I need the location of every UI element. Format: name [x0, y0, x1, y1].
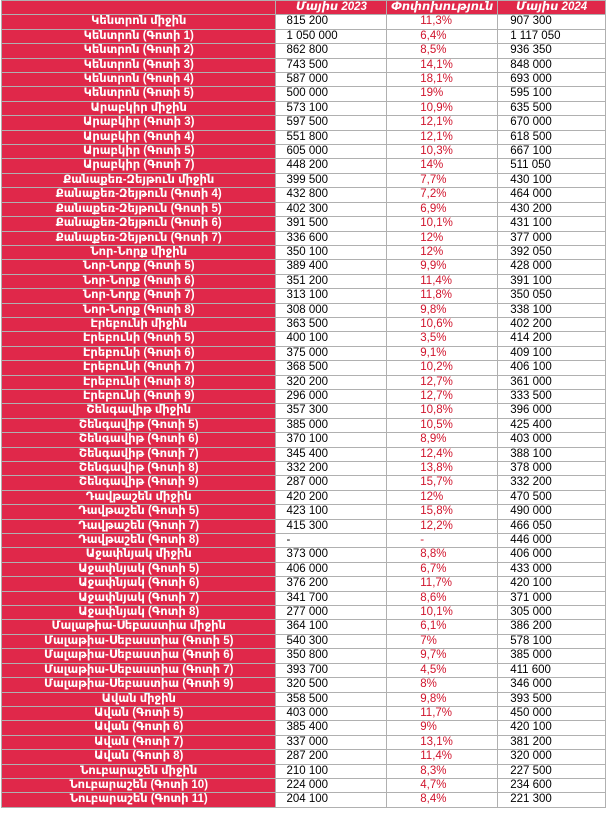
change-cell: 8,9%	[387, 433, 498, 447]
table-row	[2, 577, 606, 591]
table-row	[2, 505, 606, 519]
table-row	[2, 462, 606, 476]
change-cell: 14,1%	[387, 58, 498, 72]
table-row	[2, 663, 606, 677]
price-2023-cell: 287 000	[276, 476, 387, 490]
table-body	[2, 15, 606, 807]
table-row	[2, 73, 606, 87]
change-cell: 8%	[387, 678, 498, 692]
table-row	[2, 274, 606, 288]
change-cell: 12,1%	[387, 116, 498, 130]
district-cell: Կենտրոն (Գոտի 2)	[2, 44, 276, 58]
change-cell: 12%	[387, 231, 498, 245]
district-cell: Ավան (Գոտի 5)	[2, 706, 276, 720]
table-row	[2, 145, 606, 159]
price-2024-cell: 428 000	[498, 260, 606, 274]
change-cell: 10,1%	[387, 606, 498, 620]
district-cell: Աջափնյակ (Գոտի 8)	[2, 606, 276, 620]
price-2023-cell: 815 200	[276, 15, 387, 29]
district-cell: Արաբկիր միջին	[2, 101, 276, 115]
change-cell: 7,2%	[387, 188, 498, 202]
table-row	[2, 130, 606, 144]
price-2023-cell: 743 500	[276, 58, 387, 72]
table-row	[2, 303, 606, 317]
change-cell: 12%	[387, 245, 498, 259]
price-2024-cell: 490 000	[498, 505, 606, 519]
district-cell: Նուբարաշեն (Գոտի 10)	[2, 778, 276, 792]
price-2023-cell: 862 800	[276, 44, 387, 58]
price-2024-cell: 425 400	[498, 418, 606, 432]
table-row	[2, 591, 606, 605]
price-2024-cell: 377 000	[498, 231, 606, 245]
district-cell: Քանաքեռ-Զեյթուն (Գոտի 6)	[2, 217, 276, 231]
change-cell: 6,7%	[387, 562, 498, 576]
price-2024-cell: 402 200	[498, 317, 606, 331]
district-cell: Ավան (Գոտի 7)	[2, 735, 276, 749]
table-row	[2, 375, 606, 389]
change-cell: 13,8%	[387, 462, 498, 476]
price-2024-cell: 430 100	[498, 173, 606, 187]
price-2023-cell: 373 000	[276, 548, 387, 562]
change-cell: 10,5%	[387, 418, 498, 432]
price-2023-cell: 210 100	[276, 764, 387, 778]
district-cell: Նոր-Նորք (Գոտի 6)	[2, 274, 276, 288]
price-2024-cell: 391 100	[498, 274, 606, 288]
price-2023-cell: 597 500	[276, 116, 387, 130]
price-2023-cell: 587 000	[276, 73, 387, 87]
price-2023-cell: 308 000	[276, 303, 387, 317]
table-row	[2, 418, 606, 432]
price-2023-cell: 406 000	[276, 562, 387, 576]
change-cell: 12%	[387, 490, 498, 504]
table-row	[2, 317, 606, 331]
header-row	[2, 1, 606, 15]
price-2023-cell: 400 100	[276, 332, 387, 346]
price-2024-cell: 670 000	[498, 116, 606, 130]
district-cell: Մալաթիա-Սեբաստիա (Գոտի 7)	[2, 663, 276, 677]
change-cell: 19%	[387, 87, 498, 101]
district-cell: Էրեբունի (Գոտի 8)	[2, 375, 276, 389]
price-2023-cell: 364 100	[276, 620, 387, 634]
district-cell: Շենգավիթ միջին	[2, 404, 276, 418]
price-2023-cell: 389 400	[276, 260, 387, 274]
district-cell: Էրեբունի (Գոտի 7)	[2, 361, 276, 375]
price-2023-cell: 341 700	[276, 591, 387, 605]
table-row	[2, 217, 606, 231]
district-cell: Էրեբունի (Գոտի 6)	[2, 346, 276, 360]
price-2024-cell: 378 000	[498, 462, 606, 476]
table-row	[2, 332, 606, 346]
price-2024-cell: 450 000	[498, 706, 606, 720]
district-cell: Ավան (Գոտի 8)	[2, 750, 276, 764]
table-row	[2, 116, 606, 130]
price-2023-cell: 350 100	[276, 245, 387, 259]
change-cell: 15,7%	[387, 476, 498, 490]
price-2023-cell: 385 000	[276, 418, 387, 432]
district-cell: Շենգավիթ (Գոտի 7)	[2, 447, 276, 461]
district-cell: Ավան միջին	[2, 692, 276, 706]
district-cell: Ավան (Գոտի 6)	[2, 721, 276, 735]
change-cell: 10,3%	[387, 145, 498, 159]
change-cell: 3,5%	[387, 332, 498, 346]
price-2023-cell: 357 300	[276, 404, 387, 418]
price-2023-cell: 385 400	[276, 721, 387, 735]
price-2024-cell: 420 100	[498, 577, 606, 591]
price-2024-cell: 936 350	[498, 44, 606, 58]
price-2024-cell: 320 000	[498, 750, 606, 764]
header-change: Փոփոխություն	[387, 1, 498, 15]
price-2023-cell: 573 100	[276, 101, 387, 115]
district-cell: Արաբկիր (Գոտի 7)	[2, 159, 276, 173]
price-2024-cell: 234 600	[498, 778, 606, 792]
price-2024-cell: 618 500	[498, 130, 606, 144]
district-cell: Դավթաշեն (Գոտի 5)	[2, 505, 276, 519]
price-2024-cell: 388 100	[498, 447, 606, 461]
price-2024-cell: 350 050	[498, 289, 606, 303]
change-cell: 6,9%	[387, 202, 498, 216]
price-2024-cell: 406 100	[498, 361, 606, 375]
table-row	[2, 58, 606, 72]
price-2023-cell: 500 000	[276, 87, 387, 101]
price-2024-cell: 381 200	[498, 735, 606, 749]
table-row	[2, 447, 606, 461]
price-2024-cell: 433 000	[498, 562, 606, 576]
price-2023-cell: 320 500	[276, 678, 387, 692]
district-cell: Մալաթիա-Սեբաստիա միջին	[2, 620, 276, 634]
district-cell: Կենտրոն (Գոտի 3)	[2, 58, 276, 72]
price-2024-cell: 907 300	[498, 15, 606, 29]
change-cell: 8,6%	[387, 591, 498, 605]
table-row	[2, 361, 606, 375]
header-may-2024: Մայիս 2024	[498, 1, 606, 15]
district-cell: Էրեբունի (Գոտի 9)	[2, 389, 276, 403]
change-cell: 7,7%	[387, 173, 498, 187]
change-cell: 7%	[387, 634, 498, 648]
table-row	[2, 29, 606, 43]
district-cell: Շենգավիթ (Գոտի 8)	[2, 462, 276, 476]
change-cell: 12,7%	[387, 389, 498, 403]
change-cell: 9%	[387, 721, 498, 735]
change-cell: 8,5%	[387, 44, 498, 58]
change-cell: 10,6%	[387, 317, 498, 331]
table-row	[2, 534, 606, 548]
price-2024-cell: 371 000	[498, 591, 606, 605]
district-cell: Քանաքեռ-Զեյթուն (Գոտի 7)	[2, 231, 276, 245]
price-2024-cell: 393 500	[498, 692, 606, 706]
district-cell: Մալաթիա-Սեբաստիա (Գոտի 6)	[2, 649, 276, 663]
table-row	[2, 231, 606, 245]
district-cell: Արաբկիր (Գոտի 4)	[2, 130, 276, 144]
district-cell: Դավթաշեն (Գոտի 8)	[2, 534, 276, 548]
price-2023-cell: 540 300	[276, 634, 387, 648]
table-row	[2, 101, 606, 115]
table-row	[2, 389, 606, 403]
table-row	[2, 606, 606, 620]
table-row	[2, 159, 606, 173]
district-cell: Նոր-Նորք (Գոտի 7)	[2, 289, 276, 303]
change-cell: 9,9%	[387, 260, 498, 274]
price-2023-cell: 277 000	[276, 606, 387, 620]
change-cell: -	[387, 534, 498, 548]
table-row	[2, 721, 606, 735]
district-cell: Էրեբունի միջին	[2, 317, 276, 331]
price-2023-cell: 375 000	[276, 346, 387, 360]
price-2024-cell: 511 050	[498, 159, 606, 173]
change-cell: 8,4%	[387, 793, 498, 807]
district-cell: Արաբկիր (Գոտի 5)	[2, 145, 276, 159]
price-2023-cell: 350 800	[276, 649, 387, 663]
district-cell: Քանաքեռ-Զեյթուն (Գոտի 5)	[2, 202, 276, 216]
price-2023-cell: 345 400	[276, 447, 387, 461]
table-row	[2, 404, 606, 418]
change-cell: 12,1%	[387, 130, 498, 144]
change-cell: 9,8%	[387, 303, 498, 317]
district-cell: Նուբարաշեն միջին	[2, 764, 276, 778]
change-cell: 15,8%	[387, 505, 498, 519]
price-2023-cell: 376 200	[276, 577, 387, 591]
price-2023-cell: 224 000	[276, 778, 387, 792]
price-2024-cell: 430 200	[498, 202, 606, 216]
price-2024-cell: 693 000	[498, 73, 606, 87]
price-2024-cell: 470 500	[498, 490, 606, 504]
district-cell: Դավթաշեն (Գոտի 7)	[2, 519, 276, 533]
district-cell: Շենգավիթ (Գոտի 6)	[2, 433, 276, 447]
table-row	[2, 476, 606, 490]
table-row	[2, 87, 606, 101]
district-cell: Կենտրոն (Գոտի 5)	[2, 87, 276, 101]
table-row	[2, 346, 606, 360]
price-2023-cell: 415 300	[276, 519, 387, 533]
change-cell: 4,7%	[387, 778, 498, 792]
table-row	[2, 490, 606, 504]
change-cell: 13,1%	[387, 735, 498, 749]
district-cell: Կենտրոն միջին	[2, 15, 276, 29]
table-row	[2, 260, 606, 274]
price-2023-cell: 204 100	[276, 793, 387, 807]
price-2024-cell: 396 000	[498, 404, 606, 418]
table-row	[2, 735, 606, 749]
table-row	[2, 692, 606, 706]
change-cell: 12,4%	[387, 447, 498, 461]
table-row	[2, 548, 606, 562]
price-2023-cell: 287 200	[276, 750, 387, 764]
price-2024-cell: 466 050	[498, 519, 606, 533]
change-cell: 14%	[387, 159, 498, 173]
district-cell: Աջափնյակ (Գոտի 5)	[2, 562, 276, 576]
price-2024-cell: 595 100	[498, 87, 606, 101]
district-cell: Աջափնյակ միջին	[2, 548, 276, 562]
table-row	[2, 433, 606, 447]
price-2024-cell: 414 200	[498, 332, 606, 346]
price-2023-cell: 313 100	[276, 289, 387, 303]
price-2023-cell: 399 500	[276, 173, 387, 187]
district-cell: Նոր-Նորք (Գոտի 8)	[2, 303, 276, 317]
district-cell: Մալաթիա-Սեբաստիա (Գոտի 9)	[2, 678, 276, 692]
price-2023-cell: 1 050 000	[276, 29, 387, 43]
district-cell: Մալաթիա-Սեբաստիա (Գոտի 5)	[2, 634, 276, 648]
table-row	[2, 764, 606, 778]
price-2023-cell: 296 000	[276, 389, 387, 403]
change-cell: 12,7%	[387, 375, 498, 389]
price-2023-cell: 420 200	[276, 490, 387, 504]
price-2023-cell: 368 500	[276, 361, 387, 375]
change-cell: 11,7%	[387, 706, 498, 720]
district-cell: Շենգավիթ (Գոտի 5)	[2, 418, 276, 432]
table-row	[2, 245, 606, 259]
district-cell: Դավթաշեն միջին	[2, 490, 276, 504]
change-cell: 6,4%	[387, 29, 498, 43]
price-2023-cell: 363 500	[276, 317, 387, 331]
district-cell: Նուբարաշեն (Գոտի 11)	[2, 793, 276, 807]
price-2023-cell: 332 200	[276, 462, 387, 476]
price-2023-cell: 402 300	[276, 202, 387, 216]
change-cell: 12,2%	[387, 519, 498, 533]
change-cell: 11,3%	[387, 15, 498, 29]
price-2023-cell: 358 500	[276, 692, 387, 706]
price-2023-cell: 448 200	[276, 159, 387, 173]
change-cell: 10,1%	[387, 217, 498, 231]
change-cell: 11,4%	[387, 750, 498, 764]
district-cell: Նոր-Նորք (Գոտի 5)	[2, 260, 276, 274]
change-cell: 4,5%	[387, 663, 498, 677]
price-2024-cell: 420 100	[498, 721, 606, 735]
price-2023-cell: 432 800	[276, 188, 387, 202]
table-row	[2, 793, 606, 807]
price-2024-cell: 406 000	[498, 548, 606, 562]
table-row	[2, 620, 606, 634]
price-2023-cell: 320 200	[276, 375, 387, 389]
table-row	[2, 778, 606, 792]
price-2024-cell: 848 000	[498, 58, 606, 72]
change-cell: 9,8%	[387, 692, 498, 706]
price-2023-cell: 393 700	[276, 663, 387, 677]
price-2024-cell: 221 300	[498, 793, 606, 807]
district-cell: Կենտրոն (Գոտի 4)	[2, 73, 276, 87]
rent-price-table	[1, 0, 606, 808]
price-2024-cell: 346 000	[498, 678, 606, 692]
price-2023-cell: 337 000	[276, 735, 387, 749]
district-cell: Շենգավիթ (Գոտի 9)	[2, 476, 276, 490]
price-2024-cell: 386 200	[498, 620, 606, 634]
price-2024-cell: 338 100	[498, 303, 606, 317]
change-cell: 9,1%	[387, 346, 498, 360]
table-row	[2, 44, 606, 58]
change-cell: 9,7%	[387, 649, 498, 663]
price-2023-cell: -	[276, 534, 387, 548]
price-2023-cell: 351 200	[276, 274, 387, 288]
price-2024-cell: 392 050	[498, 245, 606, 259]
change-cell: 8,8%	[387, 548, 498, 562]
table-row	[2, 173, 606, 187]
table-row	[2, 649, 606, 663]
price-2024-cell: 667 100	[498, 145, 606, 159]
table-row	[2, 15, 606, 29]
header-district	[2, 1, 276, 15]
header-may-2023: Մայիս 2023	[276, 1, 387, 15]
district-cell: Քանաքեռ-Զեյթուն (Գոտի 4)	[2, 188, 276, 202]
table-row	[2, 188, 606, 202]
price-2024-cell: 431 100	[498, 217, 606, 231]
district-cell: Նոր-Նորք միջին	[2, 245, 276, 259]
price-2024-cell: 409 100	[498, 346, 606, 360]
price-2024-cell: 1 117 050	[498, 29, 606, 43]
change-cell: 10,8%	[387, 404, 498, 418]
table-row	[2, 519, 606, 533]
change-cell: 10,2%	[387, 361, 498, 375]
price-2024-cell: 361 000	[498, 375, 606, 389]
table-row	[2, 678, 606, 692]
price-2024-cell: 578 100	[498, 634, 606, 648]
price-2024-cell: 332 200	[498, 476, 606, 490]
table-row	[2, 562, 606, 576]
change-cell: 18,1%	[387, 73, 498, 87]
price-2024-cell: 385 000	[498, 649, 606, 663]
price-2023-cell: 403 000	[276, 706, 387, 720]
district-cell: Քանաքեռ-Զեյթուն միջին	[2, 173, 276, 187]
table-row	[2, 289, 606, 303]
change-cell: 8,3%	[387, 764, 498, 778]
change-cell: 6,1%	[387, 620, 498, 634]
change-cell: 11,4%	[387, 274, 498, 288]
table-row	[2, 202, 606, 216]
change-cell: 10,9%	[387, 101, 498, 115]
price-2023-cell: 391 500	[276, 217, 387, 231]
price-2024-cell: 464 000	[498, 188, 606, 202]
price-2023-cell: 370 100	[276, 433, 387, 447]
district-cell: Էրեբունի (Գոտի 5)	[2, 332, 276, 346]
price-2024-cell: 446 000	[498, 534, 606, 548]
change-cell: 11,8%	[387, 289, 498, 303]
price-2024-cell: 411 600	[498, 663, 606, 677]
price-2024-cell: 403 000	[498, 433, 606, 447]
table-row	[2, 706, 606, 720]
table-row	[2, 634, 606, 648]
price-2024-cell: 635 500	[498, 101, 606, 115]
price-2024-cell: 333 500	[498, 389, 606, 403]
price-2023-cell: 336 600	[276, 231, 387, 245]
price-2024-cell: 227 500	[498, 764, 606, 778]
district-cell: Աջափնյակ (Գոտի 7)	[2, 591, 276, 605]
district-cell: Արաբկիր (Գոտի 3)	[2, 116, 276, 130]
price-2023-cell: 423 100	[276, 505, 387, 519]
price-2023-cell: 605 000	[276, 145, 387, 159]
district-cell: Կենտրոն (Գոտի 1)	[2, 29, 276, 43]
change-cell: 11,7%	[387, 577, 498, 591]
district-cell: Աջափնյակ (Գոտի 6)	[2, 577, 276, 591]
price-2023-cell: 551 800	[276, 130, 387, 144]
table-row	[2, 750, 606, 764]
price-2024-cell: 305 000	[498, 606, 606, 620]
